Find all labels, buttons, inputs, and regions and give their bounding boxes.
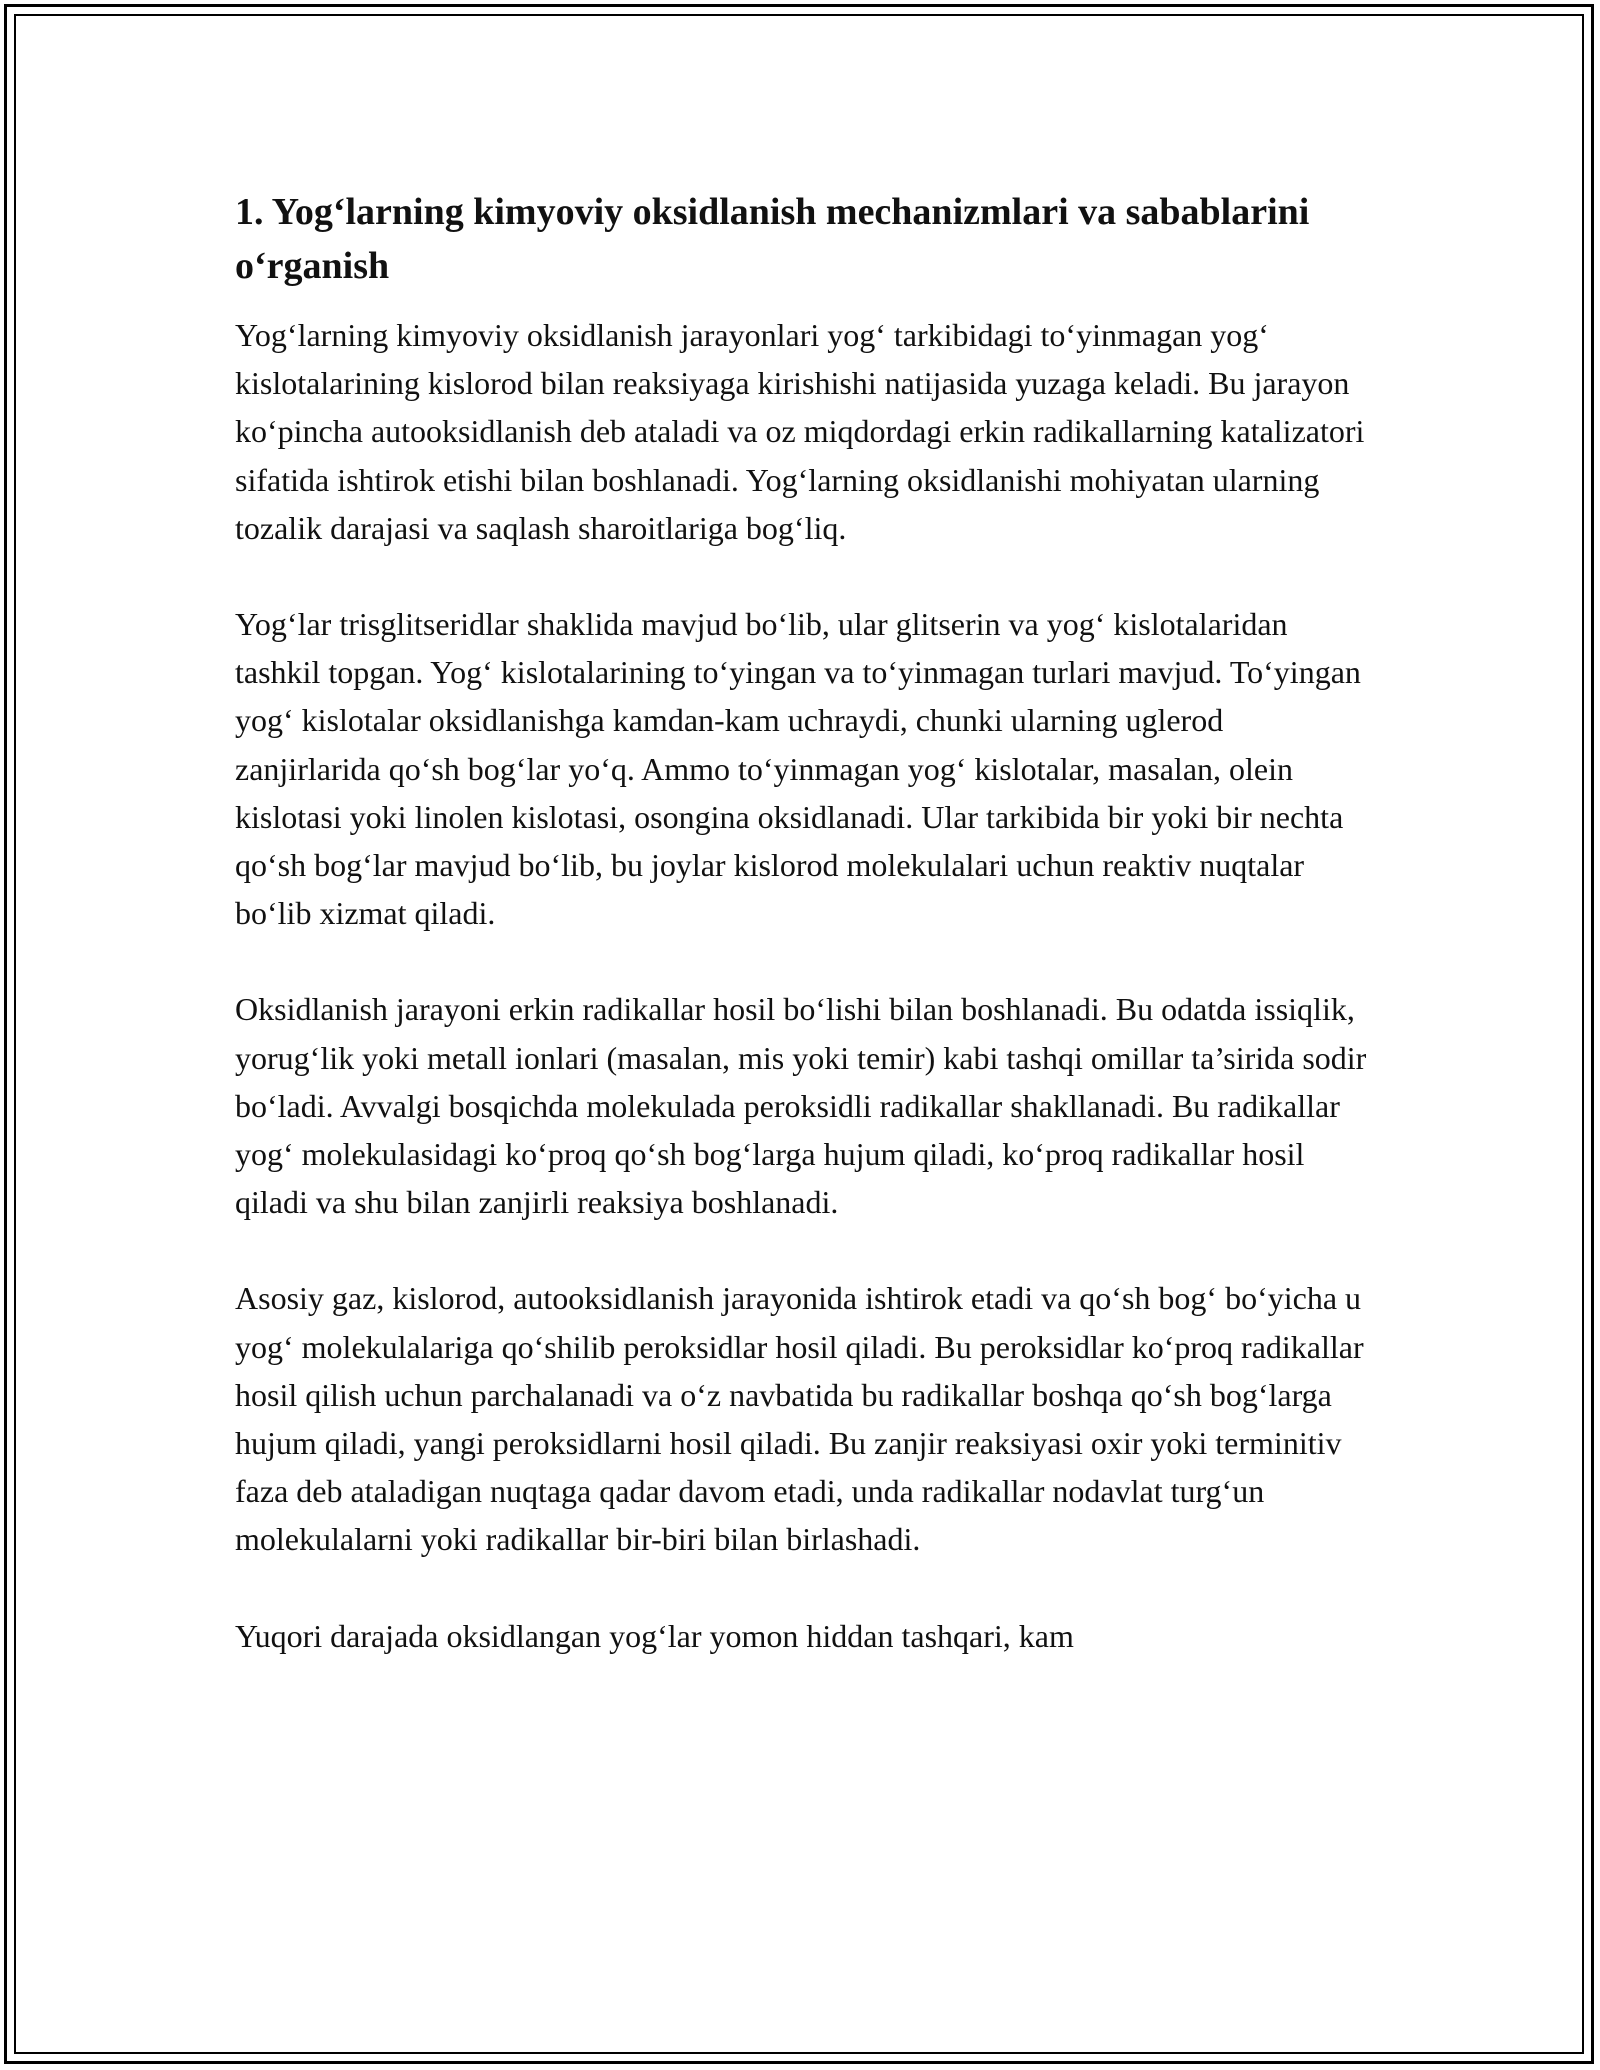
- section-title: 1. Yog‘larning kimyoviy oksidlanish mechanizmlari va sabablarini o‘rganish: [235, 191, 1310, 287]
- paragraph-3: Oksidlanish jarayoni erkin radikallar hosil bo‘lishi bilan boshlanadi. Bu odatda issiqlik, yorug‘lik yoki metall ionlari (masalan, mis yoki temir) kabi tashqi omillar ta’sirida sodir bo‘ladi. Avvalgi bosqichda molekulada peroksidli radikallar shakllanadi. Bu radikallar yog‘ molekulasidagi ko‘proq qo‘sh bog‘larga hujum qiladi, ko‘proq radikallar hosil qiladi va shu bilan zanjirli reaksiya boshlanadi.: [235, 991, 1367, 1221]
- paragraph-1: Yog‘larning kimyoviy oksidlanish jarayonlari yog‘ tarkibidagi to‘yinmagan yog‘ kislotalarining kislorod bilan reaksiyaga kirishishi natijasida yuzaga keladi. Bu jarayon ko‘pincha autooksidlanish deb ataladi va oz miqdordagi erkin radikallarning katalizatori sifatida ishtirok etishi bilan boshlanadi. Yog‘larning oksidlanishi mohiyatan ularning tozalik darajasi va saqlash sharoitlariga bog‘liq.: [235, 317, 1365, 546]
- paragraph-4: Asosiy gaz, kislorod, autooksidlanish jarayonida ishtirok etadi va qo‘sh bog‘ bo‘yicha u yog‘ molekulalariga qo‘shilib peroksidlar hosil qiladi. Bu peroksidlar ko‘proq radikallar hosil qilish uchun parchalanadi va o‘z navbatida bu radikallar boshqa qo‘sh bog‘larga hujum qiladi, yangi peroksidlarni hosil qiladi. Bu zanjir reaksiyasi oxir yoki terminitiv faza deb ataladigan nuqtaga qadar davom etadi, unda radikallar nodavlat turg‘un molekulalarni yoki radikallar bir-biri bilan birlashadi.: [235, 1280, 1364, 1558]
- paragraph-2: Yog‘lar trisglitseridlar shaklida mavjud bo‘lib, ular glitserin va yog‘ kislotalaridan tashkil topgan. Yog‘ kislotalarining to‘yingan va to‘yinmagan turlari mavjud. To‘yingan yog‘ kislotalar oksidlanishga kamdan-kam uchraydi, chunki ularning uglerod zanjirlarida qo‘sh bog‘lar yo‘q. Ammo to‘yinmagan yog‘ kislotalar, masalan, olein kislotasi yoki linolen kislotasi, osongina oksidlanadi. Ular tarkibida bir yoki bir nechta qo‘sh bog‘lar mavjud bo‘lib, bu joylar kislorod molekulalari uchun reaktiv nuqtalar bo‘lib xizmat qiladi.: [235, 606, 1361, 932]
- paragraph-5: Yuqori darajada oksidlangan yog‘lar yomon hiddan tashqari, kam: [235, 1617, 1074, 1654]
- document-body: [235, 185, 1375, 1708]
